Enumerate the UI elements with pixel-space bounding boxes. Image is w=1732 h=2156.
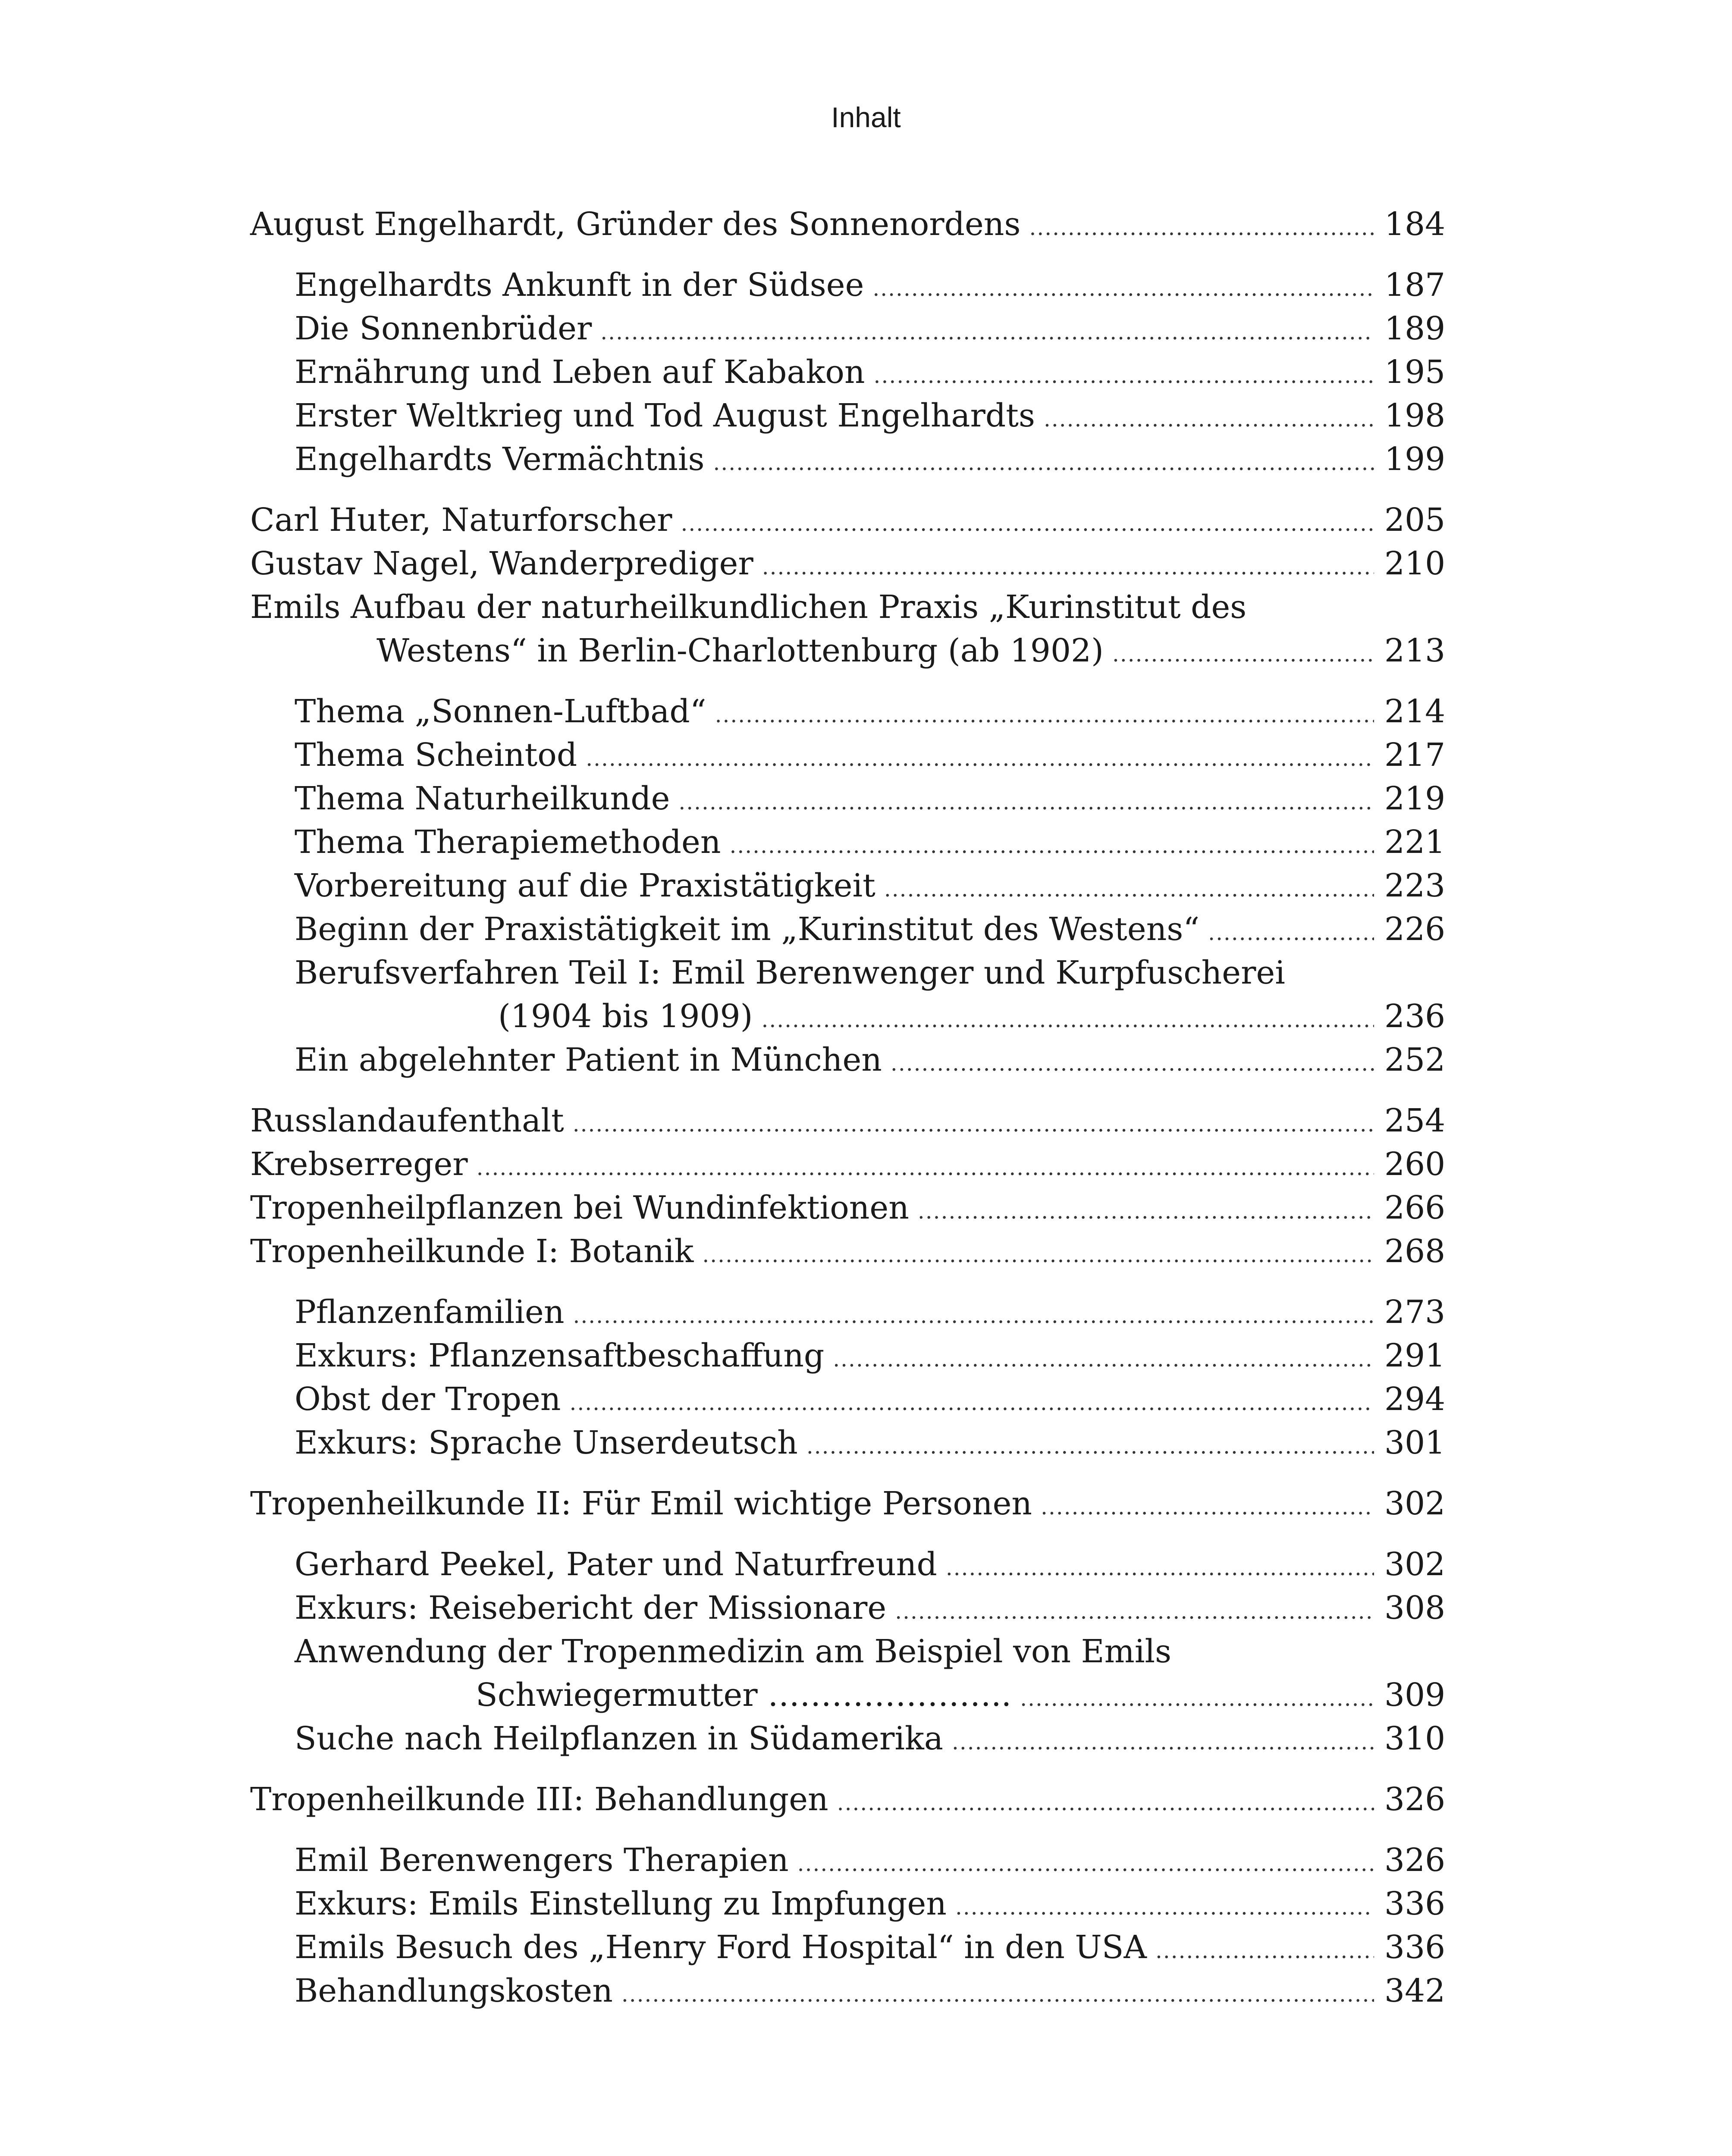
- toc-entry-page: 301: [1384, 1424, 1446, 1461]
- toc-entry: [250, 951, 1445, 1038]
- toc-entry: [250, 203, 1445, 246]
- toc-entry-title: Thema Scheintod: [295, 736, 577, 774]
- toc-entry-title: Tropenheilkunde I: Botanik: [250, 1233, 694, 1270]
- toc-entry-title: Tropenheilpflanzen bei Wundinfektionen: [250, 1189, 909, 1226]
- toc-entry-title-line2: Westens“ in Berlin-Charlottenburg (ab 1902): [377, 632, 1104, 669]
- toc-entry: [250, 1586, 1445, 1630]
- toc-entry-title: Thema Therapiemethoden: [295, 824, 721, 861]
- toc-entry-title: Beginn der Praxistätigkeit im „Kurinstitut des Westens“: [295, 911, 1200, 948]
- toc-entry: [250, 1717, 1445, 1761]
- toc-entry: [250, 307, 1445, 351]
- toc-entry-title: Obst der Tropen: [295, 1381, 561, 1418]
- dot-leader: [762, 545, 1374, 589]
- toc-entry: [250, 690, 1445, 733]
- toc-entry-page: 219: [1384, 780, 1446, 817]
- toc-entry: [250, 1630, 1445, 1717]
- dot-leader: [895, 1590, 1374, 1633]
- dot-leader: [1044, 398, 1374, 441]
- dot-leader: [569, 1381, 1374, 1425]
- toc-entry: [250, 821, 1445, 864]
- dot-leader: [918, 1190, 1374, 1233]
- toc-entry: [250, 542, 1445, 586]
- dot-leader: [1041, 1485, 1374, 1529]
- toc-entry: [250, 1926, 1445, 1969]
- toc-entry-title: Suche nach Heilpflanzen in Südamerika: [295, 1720, 943, 1757]
- toc-entry: [250, 908, 1445, 951]
- toc-entry: [250, 498, 1445, 542]
- dot-leader: [946, 1546, 1374, 1590]
- dot-leader: [477, 1146, 1374, 1190]
- toc-entry-page: 252: [1384, 1041, 1446, 1078]
- toc-entry: [250, 1143, 1445, 1186]
- dot-leader: [1029, 206, 1374, 250]
- toc-entry-page: 336: [1384, 1885, 1446, 1922]
- toc-entry-title: Engelhardts Vermächtnis: [295, 441, 705, 478]
- toc-entry-page: 310: [1384, 1720, 1446, 1757]
- toc-entry-page: 294: [1384, 1381, 1446, 1418]
- toc-entry-page: 254: [1384, 1102, 1446, 1139]
- dot-leader: [573, 1294, 1374, 1338]
- dot-leader: [1020, 1677, 1374, 1720]
- toc-entry-page: 266: [1384, 1189, 1446, 1226]
- toc-entry-title: Thema Naturheilkunde: [295, 780, 670, 817]
- toc-entry-title: Exkurs: Pflanzensaftbeschaffung: [295, 1337, 825, 1374]
- toc-entry-title: Ernährung und Leben auf Kabakon: [295, 354, 865, 391]
- toc-entry: [250, 351, 1445, 394]
- dot-leader: [884, 868, 1374, 911]
- toc-entry-page: 195: [1384, 354, 1446, 391]
- dot-leader: [952, 1720, 1374, 1764]
- toc-entry-page: 189: [1384, 310, 1446, 347]
- toc-entry: [250, 1839, 1445, 1882]
- toc-entry-page: 308: [1384, 1589, 1446, 1626]
- toc-entry-title: Pflanzenfamilien: [295, 1294, 565, 1331]
- dot-leader: [678, 780, 1374, 824]
- toc-entry-page: 217: [1384, 736, 1446, 774]
- toc-entry-title-line2: Schwiegermutter …………………..: [476, 1677, 1012, 1714]
- toc-entry-title: Vorbereitung auf die Praxistätigkeit: [295, 867, 875, 904]
- dot-leader: [681, 502, 1374, 545]
- toc-entry: [250, 263, 1445, 307]
- toc-entry-page: 198: [1384, 397, 1446, 434]
- toc-entry-page: 210: [1384, 545, 1446, 582]
- dot-leader: [600, 310, 1374, 354]
- dot-leader: [806, 1425, 1374, 1468]
- dot-leader: [1208, 911, 1374, 955]
- toc-entry-page: 187: [1384, 266, 1446, 304]
- toc-entry: [250, 1882, 1445, 1926]
- dot-leader: [586, 737, 1374, 780]
- toc-entry-page: 221: [1384, 824, 1446, 861]
- toc-entry-page: 273: [1384, 1294, 1446, 1331]
- toc-entry-title: Behandlungskosten: [295, 1972, 613, 2009]
- toc-entry: [250, 1186, 1445, 1230]
- toc-entry: [250, 777, 1445, 821]
- toc-entry-title: Krebserreger: [250, 1146, 468, 1183]
- toc-entry-page: 336: [1384, 1929, 1446, 1966]
- toc-entry: [250, 1291, 1445, 1334]
- toc-entry: [250, 394, 1445, 438]
- toc-entry-title: Carl Huter, Naturforscher: [250, 501, 672, 539]
- toc-entry: [250, 1543, 1445, 1586]
- dot-leader: [730, 824, 1374, 868]
- toc-entry-title: August Engelhardt, Gründer des Sonnenordens: [250, 206, 1021, 243]
- dot-leader: [891, 1042, 1374, 1085]
- dot-leader: [715, 693, 1374, 737]
- dot-leader: [1155, 1929, 1374, 1973]
- toc-entry-page: 214: [1384, 693, 1446, 730]
- toc-entry: [250, 1482, 1445, 1526]
- dot-leader: [872, 267, 1374, 310]
- toc-entry-title: Emils Besuch des „Henry Ford Hospital“ in den USA: [295, 1929, 1147, 1966]
- toc-entry-title: Gustav Nagel, Wanderprediger: [250, 545, 753, 582]
- toc-entry-page: 302: [1384, 1546, 1446, 1583]
- dot-leader: [761, 998, 1374, 1042]
- toc-entry: [250, 1230, 1445, 1273]
- toc-entry: [250, 438, 1445, 481]
- toc-entry: [250, 1099, 1445, 1143]
- toc-entry-title: Emil Berenwengers Therapien: [295, 1842, 789, 1879]
- toc-entry: [250, 733, 1445, 777]
- toc-entry-page: 236: [1384, 998, 1446, 1035]
- toc-entry-title: Exkurs: Reisebericht der Missionare: [295, 1589, 887, 1626]
- toc-entry: [250, 1334, 1445, 1378]
- toc-entry-title: Gerhard Peekel, Pater und Naturfreund: [295, 1546, 937, 1583]
- toc-entry: [250, 1778, 1445, 1821]
- toc-entry-title-line1: Emils Aufbau der naturheilkundlichen Praxis „Kurinstitut des: [250, 589, 1247, 626]
- toc-entry-page: 326: [1384, 1781, 1446, 1818]
- toc-entry-title: Ein abgelehnter Patient in München: [295, 1041, 882, 1078]
- toc-entry-title: Die Sonnenbrüder: [295, 310, 592, 347]
- dot-leader: [797, 1842, 1374, 1886]
- toc-entry-title: Tropenheilkunde II: Für Emil wichtige Personen: [250, 1485, 1032, 1522]
- running-header: Inhalt: [831, 101, 901, 133]
- toc-entry-title-line1: Berufsverfahren Teil I: Emil Berenwenger und Kurpfuscherei: [295, 954, 1285, 991]
- toc-entry-page: 223: [1384, 867, 1446, 904]
- dot-leader: [1112, 633, 1374, 676]
- toc-entry: [250, 1378, 1445, 1421]
- toc-entry-title-line2: (1904 bis 1909): [498, 998, 753, 1035]
- toc-entry: [250, 1421, 1445, 1465]
- dot-leader: [713, 441, 1374, 485]
- toc-entry-page: 260: [1384, 1146, 1446, 1183]
- toc-entry-title: Tropenheilkunde III: Behandlungen: [250, 1781, 828, 1818]
- table-of-contents: [250, 203, 1445, 2013]
- toc-entry: [250, 864, 1445, 908]
- toc-entry-page: 309: [1384, 1677, 1446, 1714]
- toc-entry-page: 184: [1384, 206, 1446, 243]
- toc-entry-page: 342: [1384, 1972, 1446, 2009]
- toc-entry-page: 205: [1384, 501, 1446, 539]
- toc-entry-page: 213: [1384, 632, 1446, 669]
- toc-entry-title: Engelhardts Ankunft in der Südsee: [295, 266, 864, 304]
- toc-entry-title: Erster Weltkrieg und Tod August Engelhardts: [295, 397, 1035, 434]
- toc-entry: [250, 586, 1445, 673]
- toc-entry: [250, 1038, 1445, 1082]
- toc-entry-title: Thema „Sonnen-Luftbad“: [295, 693, 706, 730]
- toc-entry-page: 268: [1384, 1233, 1446, 1270]
- dot-leader: [955, 1886, 1374, 1929]
- toc-entry-page: 326: [1384, 1842, 1446, 1879]
- toc-entry-page: 199: [1384, 441, 1446, 478]
- toc-entry-page: 291: [1384, 1337, 1446, 1374]
- dot-leader: [874, 354, 1374, 398]
- toc-entry-title-line1: Anwendung der Tropenmedizin am Beispiel von Emils: [295, 1633, 1172, 1670]
- toc-entry-title: Exkurs: Emils Einstellung zu Impfungen: [295, 1885, 947, 1922]
- dot-leader: [702, 1233, 1374, 1277]
- dot-leader: [573, 1103, 1374, 1146]
- toc-entry-page: 226: [1384, 911, 1446, 948]
- toc-entry-title: Exkurs: Sprache Unserdeutsch: [295, 1424, 798, 1461]
- toc-entry: [250, 1969, 1445, 2013]
- toc-entry-title: Russlandaufenthalt: [250, 1102, 564, 1139]
- dot-leader: [621, 1973, 1374, 2016]
- dot-leader: [837, 1781, 1374, 1825]
- dot-leader: [833, 1338, 1374, 1381]
- toc-entry-page: 302: [1384, 1485, 1446, 1522]
